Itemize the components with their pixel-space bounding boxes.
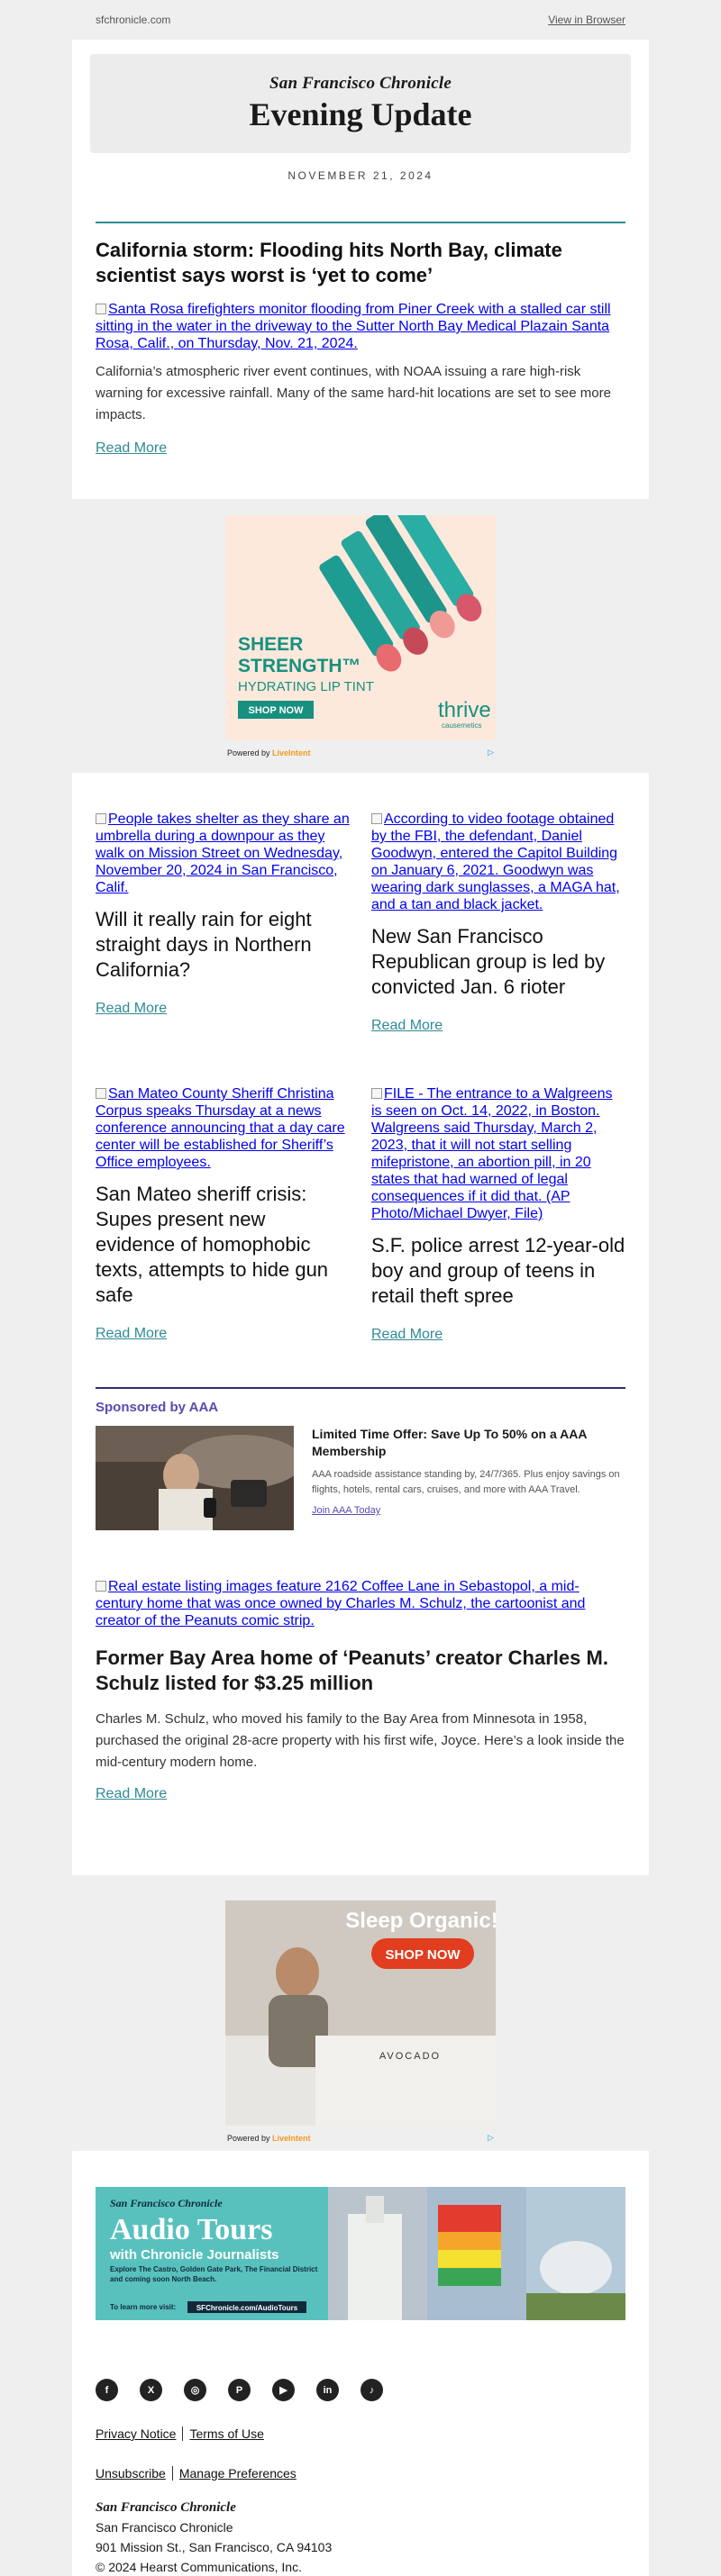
sponsored-block xyxy=(96,1389,625,1578)
story-headline[interactable]: Will it really rain for eight straight days in Northern California? xyxy=(96,908,312,981)
subscription-links xyxy=(96,2466,625,2482)
lead-card xyxy=(72,40,649,499)
linkedin-icon[interactable]: in xyxy=(316,2379,339,2401)
view-in-browser-link[interactable]: View in Browser xyxy=(548,14,625,26)
footer-address: 901 Mission St., San Francisco, CA 94103 xyxy=(96,2540,333,2554)
ad-slot-1 xyxy=(72,499,649,773)
story-headline[interactable]: New San Francisco Republican group is led by convicted Jan. 6 rioter xyxy=(371,925,606,998)
masthead-brand: San Francisco Chronicle xyxy=(269,74,452,93)
ad2-powered-by xyxy=(225,2130,496,2143)
feature-image-alt: Real estate listing images feature 2162 Coffee Lane in Sebastopol, a mid-century home that was once owned by Charles M. Schulz, the cartoonist and creator of the Peanuts comic strip. xyxy=(96,1579,586,1628)
ad1-powered-label: Powered by xyxy=(227,748,270,757)
promo-brand: San Francisco Chronicle xyxy=(110,2197,223,2209)
ad1-line3: HYDRATING LIP TINT xyxy=(238,679,374,694)
ad-slot-2 xyxy=(72,1875,649,2151)
join-aaa-link[interactable]: Join AAA Today xyxy=(312,1505,381,1516)
lead-summary: California’s atmospheric river event continues, with NOAA issuing a rare high-risk warning for excessive rainfall. Many of the same hard-hit locations are set to see more impacts. xyxy=(96,364,611,422)
lead-image-alt: Santa Rosa firefighters monitor flooding from Piner Creek with a stalled car still sitting in the water in the driveway to the Sutter North Bay Medical Plazain Santa Rosa, Calif., on Thursday, Nov. 21, 2024. xyxy=(96,302,611,351)
terms-of-use-link[interactable]: Terms of Use xyxy=(189,2426,264,2441)
broken-image-icon xyxy=(371,1088,382,1099)
link-separator xyxy=(172,2466,173,2481)
broken-image-icon xyxy=(96,813,106,824)
broken-image-icon xyxy=(371,813,382,824)
tiktok-icon[interactable]: ♪ xyxy=(360,2379,383,2401)
promo-visit-label: To learn more visit: xyxy=(110,2303,177,2311)
ad2-brand: AVOCADO xyxy=(379,2051,442,2062)
footer-copyright: © 2024 Hearst Communications, Inc. xyxy=(96,2560,302,2574)
promo-desc: Explore The Castro, Golden Gate Park, The Financial District and coming soon North Beach. xyxy=(110,2265,318,2283)
feature-story xyxy=(96,1578,625,1848)
lip-tint-ad-image xyxy=(225,515,496,740)
site-domain: sfchronicle.com xyxy=(96,14,171,26)
ad2-cta: SHOP NOW xyxy=(385,1947,461,1963)
ad1-line1: SHEER xyxy=(238,634,304,655)
x-icon[interactable]: X xyxy=(140,2379,162,2401)
story-read-more-link[interactable]: Read More xyxy=(96,1326,168,1341)
lead-read-more-link[interactable]: Read More xyxy=(96,440,168,456)
story-row-2 xyxy=(96,1085,625,1387)
top-bar xyxy=(72,0,649,40)
audio-tours-promo[interactable] xyxy=(96,2187,625,2320)
broken-image-icon xyxy=(96,1088,106,1099)
story-item xyxy=(96,1085,350,1387)
stories-card xyxy=(72,773,649,1875)
unsubscribe-link[interactable]: Unsubscribe xyxy=(96,2466,166,2481)
promo-title: Audio Tours xyxy=(110,2213,273,2246)
masthead xyxy=(90,54,631,153)
lead-image-link[interactable] xyxy=(96,301,625,352)
manage-preferences-link[interactable]: Manage Preferences xyxy=(178,2466,297,2481)
avocado-ad[interactable] xyxy=(225,1900,496,2143)
social-links xyxy=(96,2379,625,2401)
masthead-title: Evening Update xyxy=(249,96,472,132)
email-container xyxy=(72,0,649,2576)
story-read-more-link[interactable]: Read More xyxy=(371,1018,443,1033)
facebook-icon[interactable]: f xyxy=(96,2379,118,2401)
lip-tint-ad[interactable] xyxy=(225,515,496,757)
sponsored-label: Sponsored by AAA xyxy=(96,1400,219,1415)
aaa-ad-image[interactable] xyxy=(96,1426,294,1530)
legal-links xyxy=(96,2426,625,2443)
link-separator xyxy=(182,2426,183,2441)
ad1-brand-sub: causemetics xyxy=(442,721,482,730)
lead-headline[interactable]: California storm: Flooding hits North Bay, climate scientist says worst is ‘yet to come’ xyxy=(96,239,562,286)
story-image-alt: FILE - The entrance to a Walgreens is seen on Oct. 14, 2022, in Boston. Walgreens said Thursday, March 2, 2023, that it will not start selling mifepristone, an abortion pill, in 20 states that had warned of legal consequences if it did that. (AP Photo/Michael Dwyer, File) xyxy=(371,1086,613,1221)
broken-image-icon xyxy=(96,304,106,314)
instagram-icon[interactable]: ◎ xyxy=(184,2379,206,2401)
section-divider xyxy=(96,222,625,223)
promo-subtitle: with Chronicle Journalists xyxy=(110,2247,279,2263)
footer-card xyxy=(72,2151,649,2576)
footer-brand-logo: San Francisco Chronicle xyxy=(96,2500,236,2515)
feature-headline[interactable]: Former Bay Area home of ‘Peanuts’ creator Charles M. Schulz listed for $3.25 million xyxy=(96,1646,608,1694)
youtube-icon[interactable]: ▶ xyxy=(272,2379,295,2401)
adchoices-icon[interactable]: ▷ xyxy=(488,748,494,757)
ad2-powered-brand: LiveIntent xyxy=(272,2133,311,2143)
story-headline[interactable]: S.F. police arrest 12-year-old boy and group of teens in retail theft spree xyxy=(371,1234,625,1307)
ad1-brand: thrive xyxy=(438,698,491,722)
issue-date: NOVEMBER 21, 2024 xyxy=(287,169,434,182)
story-headline[interactable]: San Mateo sheriff crisis: Supes present new evidence of homophobic texts, attempts to hide gun safe xyxy=(96,1183,329,1306)
pinterest-icon[interactable]: P xyxy=(228,2379,251,2401)
story-image-alt: San Mateo County Sheriff Christina Corpus speaks Thursday at a news conference announcing that a day care center will be established for Sheriff’s Office employees. xyxy=(96,1086,345,1170)
story-image-link[interactable] xyxy=(96,1085,350,1171)
story-item xyxy=(371,811,625,1085)
feature-summary: Charles M. Schulz, who moved his family to the Bay Area from Minnesota in 1958, purchased the original 28-acre property with his first wife, Joyce. Here’s a look inside the mid-century modern home. xyxy=(96,1711,625,1770)
story-item xyxy=(96,811,350,1085)
sponsored-title[interactable]: Limited Time Offer: Save Up To 50% on a AAA Membership xyxy=(312,1427,587,1458)
ad2-powered-label: Powered by xyxy=(227,2133,270,2143)
story-image-link[interactable] xyxy=(371,811,625,913)
promo-url: SFChronicle.com/AudioTours xyxy=(196,2304,298,2312)
footer-address-block xyxy=(96,2517,625,2576)
ad1-powered-brand: LiveIntent xyxy=(272,748,311,757)
story-image-link[interactable] xyxy=(371,1085,625,1222)
story-image-alt: According to video footage obtained by the FBI, the defendant, Daniel Goodwyn, entered the Capitol Building on January 6, 2021. Goodwyn was wearing dark sunglasses, a MAGA hat, and a tan and black jacket. xyxy=(371,812,620,912)
ad2-headline: Sleep Organic! xyxy=(345,1909,496,1933)
ad1-cta: SHOP NOW xyxy=(248,705,304,716)
feature-read-more-link[interactable]: Read More xyxy=(96,1786,168,1801)
story-row-1 xyxy=(96,811,625,1085)
avocado-ad-image xyxy=(225,1900,496,2126)
sponsored-body: AAA roadside assistance standing by, 24/7/365. Plus enjoy savings on flights, hotels, rental cars, cruises, and more with AAA Travel. xyxy=(312,1469,620,1495)
ad1-line2: STRENGTH™ xyxy=(238,656,361,676)
story-item xyxy=(371,1085,625,1387)
broken-image-icon xyxy=(96,1581,106,1592)
story-read-more-link[interactable]: Read More xyxy=(371,1327,443,1342)
feature-image-link[interactable] xyxy=(96,1578,625,1629)
story-image-link[interactable] xyxy=(96,811,350,896)
adchoices-icon[interactable]: ▷ xyxy=(488,2133,494,2142)
story-read-more-link[interactable]: Read More xyxy=(96,1001,168,1016)
footer-company: San Francisco Chronicle xyxy=(96,2520,233,2535)
privacy-notice-link[interactable]: Privacy Notice xyxy=(96,2426,177,2441)
story-image-alt: People takes shelter as they share an umbrella during a downpour as they walk on Mission Street on Wednesday, November 20, 2024 in San Francisco, Calif. xyxy=(96,812,350,895)
ad1-powered-by xyxy=(225,745,496,757)
